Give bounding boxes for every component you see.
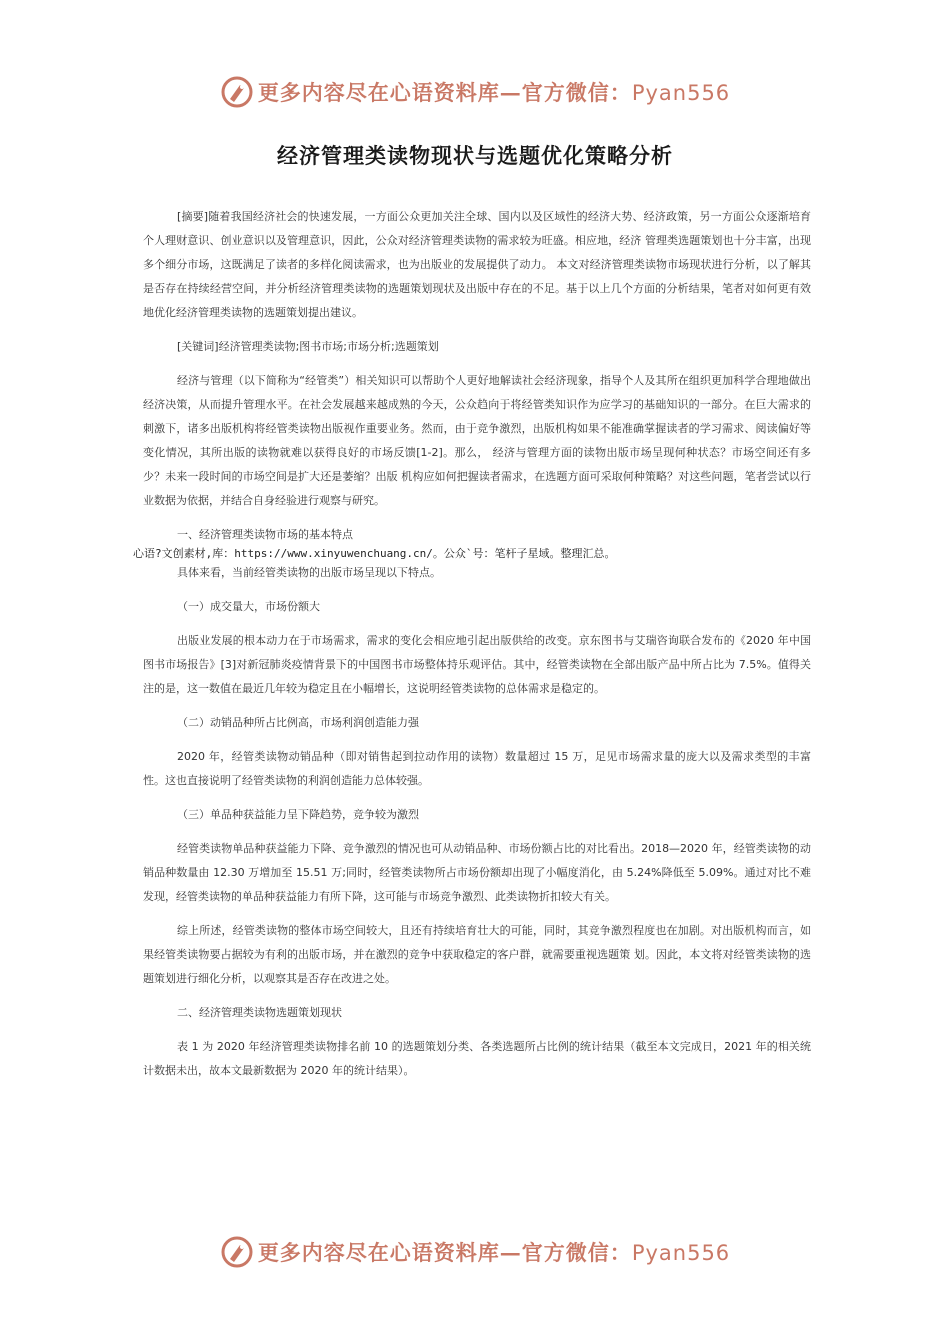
- wechat-id: Pyan556: [631, 1241, 731, 1265]
- banner-text: 更多内容尽在心语资料库—官方微信：Pyan556: [257, 1240, 731, 1265]
- abstract-paragraph: [摘要]随着我国经济社会的快速发展，一方面公众更加关注全球、国内以及区域性的经济大势、经济政策，另一方面公众逐渐培育个人理财意识、创业意识以及管理意识，因此，公众对经济管理类读物的需求较为旺盛。相应地，经济 管理类选题策划也十分丰富，出现多个细分市场，这既满足了读者的多样化阅读需求，也为出版业的发展提供了动力。 本文对经济管理类读物市场现状进行分析，以了解其是否存在持续经营空间，并分析经济管理类读物的选题策划现状及出版中存在的不足。基于以上几个方面的分析结果，笔者对如何更有效地优化经济管理类读物的选题策划提出建议。: [143, 210, 811, 319]
- subsection-heading-2: （二）动销品种所占比例高，市场利润创造能力强: [177, 716, 419, 729]
- footer-banner: [0, 1232, 950, 1272]
- subsection-heading-1: （一）成交量大，市场份额大: [177, 600, 320, 613]
- watermark-text: 心语?文创素材,库：https://www.xinyuwenchuang.cn/。公众`号：笔杆子星域。整理汇总。: [133, 547, 616, 560]
- page-title: 经济管理类读物现状与选题优化策略分析: [277, 144, 673, 168]
- pen-nib-logo-icon: [220, 75, 254, 109]
- wechat-id: Pyan556: [631, 81, 731, 105]
- section-heading-2: 二、经济管理类读物选题策划现状: [177, 1006, 342, 1019]
- keywords-paragraph: [关键词]经济管理类读物;图书市场;市场分析;选题策划: [177, 340, 439, 353]
- intro-paragraph: 经济与管理（以下简称为“经管类”）相关知识可以帮助个人更好地解读社会经济现象，指导个人及其所在组织更加科学合理地做出经济决策，从而提升管理水平。在社会发展越来越成熟的今天，公众趋向于将经管类知识作为应学习的基础知识的一部分。在巨大需求的刺激下，诸多出版机构将经管类读物出版视作重要业务。然而，由于竞争激烈，出版机构如果不能准确掌握读者的学习需求、阅读偏好等变化情况，其所出版的读物就难以获得良好的市场反馈[1-2]。那么， 经济与管理方面的读物出版市场呈现何种状态？市场空间还有多少？未来一段时间的市场空间是扩大还是萎缩？出版 机构应如何把握读者需求，在选题方面可采取何种策略？对这些问题，笔者尝试以行业数据为依据，并结合自身经验进行观察与研究。: [143, 374, 811, 507]
- section2-paragraph: 表 1 为 2020 年经济管理类读物排名前 10 的选题策划分类、各类选题所占比例的统计结果（截至本文完成日，2021 年的相关统计数据未出，故本文最新数据为 2020 年的统计结果）。: [143, 1040, 811, 1077]
- subsection-text-1: 出版业发展的根本动力在于市场需求，需求的变化会相应地引起出版供给的改变。京东图书与艾瑞咨询联合发布的《2020 年中国图书市场报告》[3]对新冠肺炎疫情背景下的中国图书市场整体持乐观评估。其中，经管类读物在全部出版产品中所占比为 7.5%。值得关注的是，这一数值在最近几年较为稳定且在小幅增长，这说明经管类读物的总体需求是稳定的。: [143, 634, 811, 695]
- summary-paragraph: 综上所述，经管类读物的整体市场空间较大，且还有持续培育壮大的可能，同时，其竞争激烈程度也在加剧。对出版机构而言，如果经管类读物要占据较为有利的出版市场，并在激烈的竞争中获取稳定的客户群，就需要重视选题策 划。因此，本文将对经管类读物的选题策划进行细化分析，以观察其是否存在改进之处。: [143, 924, 811, 985]
- subsection-text-2: 2020 年，经管类读物动销品种（即对销售起到拉动作用的读物）数量超过 15 万，足见市场需求量的庞大以及需求类型的丰富性。这也直接说明了经管类读物的利润创造能力总体较强。: [143, 750, 811, 787]
- banner-text: 更多内容尽在心语资料库—官方微信：Pyan556: [257, 80, 731, 105]
- subsection-text-3: 经管类读物单品种获益能力下降、竞争激烈的情况也可从动销品种、市场份额占比的对比看出。2018—2020 年，经管类读物的动销品种数量由 12.30 万增加至 15.51 万;同时，经管类读物所占市场份额却出现了小幅度消化，由 5.24%降低至 5.09%。通过对比不难发现，经管类读物的单品种获益能力有所下降，这可能与市场竞争激烈、此类读物折扣较大有关。: [143, 842, 811, 903]
- section-heading-1: 一、经济管理类读物市场的基本特点: [177, 528, 353, 541]
- pen-nib-logo-icon: [220, 1235, 254, 1269]
- header-banner: [0, 72, 950, 112]
- subsection-heading-3: （三）单品种获益能力呈下降趋势，竞争较为激烈: [177, 808, 419, 821]
- document-body: [133, 205, 811, 1093]
- section1-lead: 具体来看，当前经管类读物的出版市场呈现以下特点。: [177, 566, 441, 579]
